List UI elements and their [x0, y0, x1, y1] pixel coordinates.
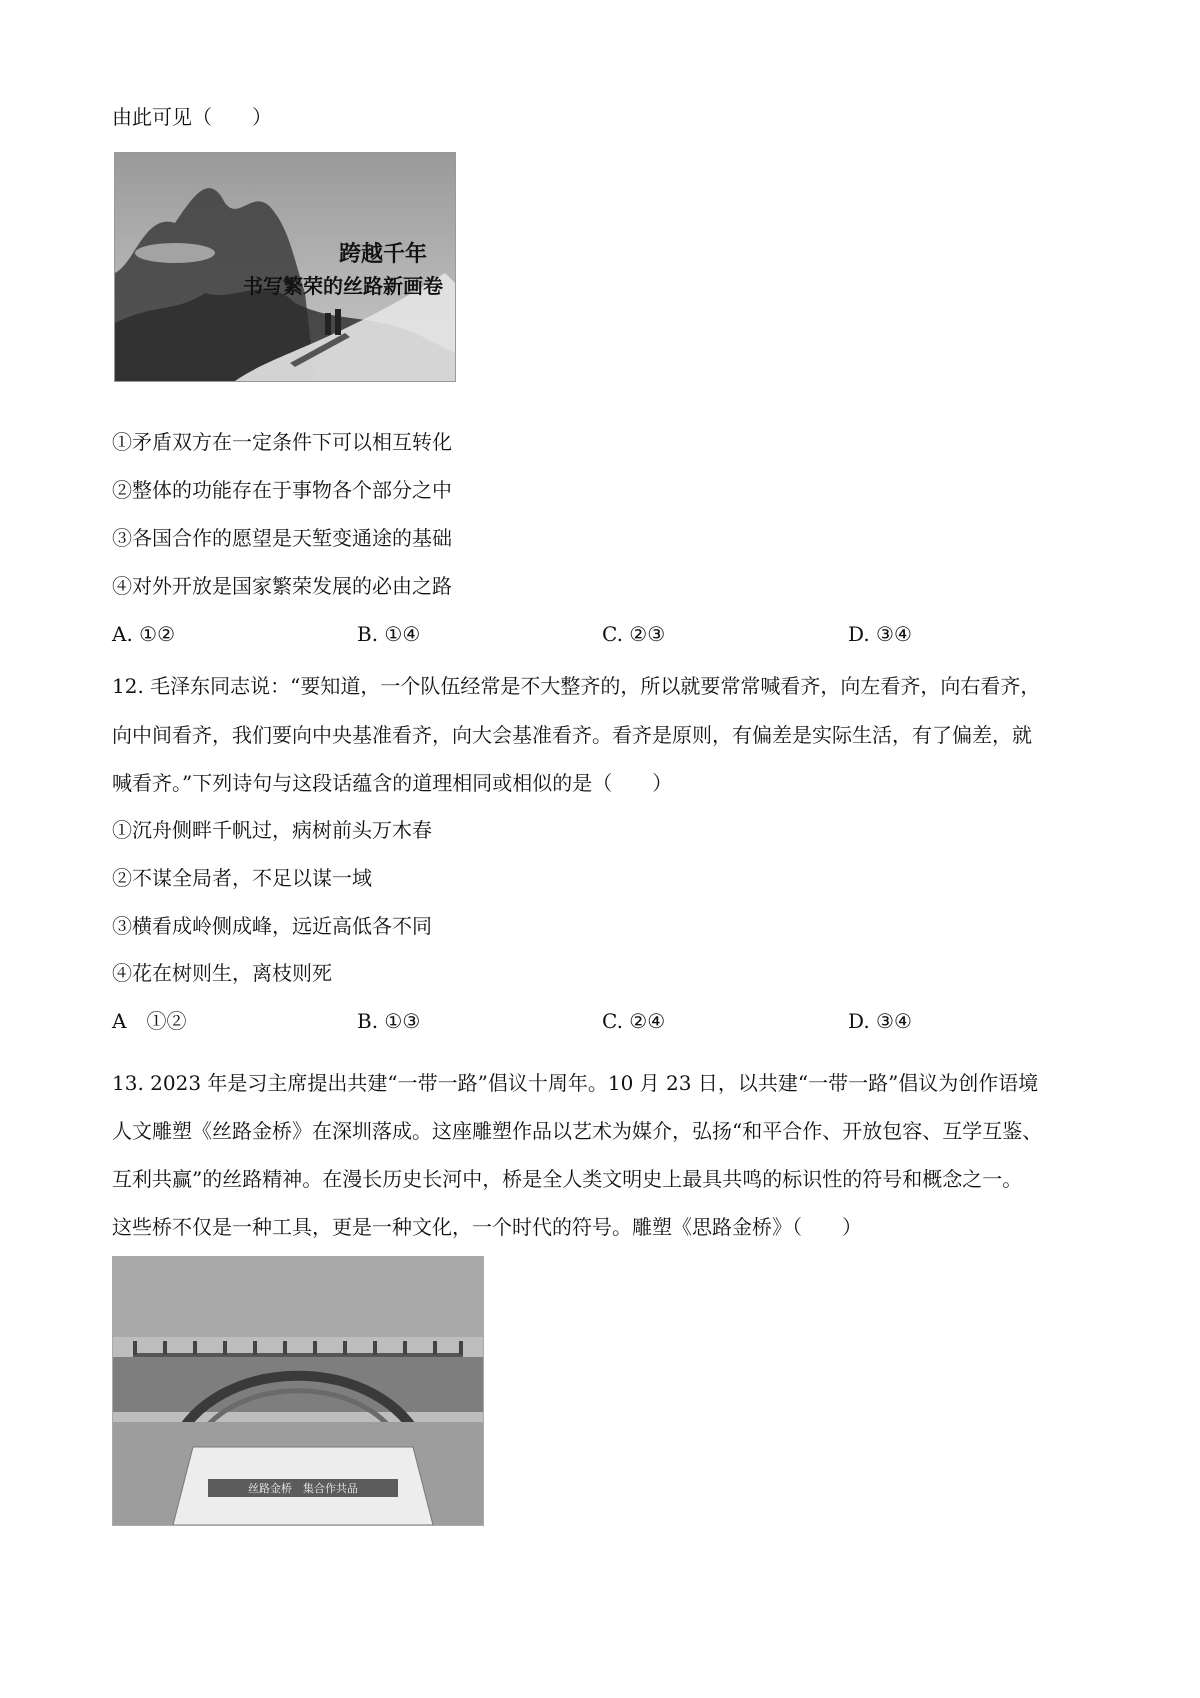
ink-landscape-painting [115, 153, 455, 381]
q11-option-b[interactable]: B. ①④ [357, 622, 421, 646]
q12-statement-2: ②不谋全局者，不足以谋一域 [112, 866, 372, 890]
q13-stem-line-4: 这些桥不仅是一种工具，更是一种文化，一个时代的符号。雕塑《思路金桥》（ ） [112, 1215, 862, 1239]
q12-stem-line-3: 喊看齐。”下列诗句与这段话蕴含的道理相同或相似的是（ ） [112, 771, 673, 795]
q13-stem-line-1: 13. 2023 年是习主席提出共建“一带一路”倡议十周年。10 月 23 日，以共建“一带一路”倡议为创作语境 [112, 1071, 1039, 1095]
q12-statement-4: ④花在树则生，离枝则死 [112, 961, 332, 985]
q11-statement-2: ②整体的功能存在于事物各个部分之中 [112, 478, 452, 502]
q11-option-a[interactable]: A. ①② [112, 622, 176, 646]
q11-option-c[interactable]: C. ②③ [602, 622, 666, 646]
q12-stem-line-2: 向中间看齐，我们要向中央基准看齐，向大会基准看齐。看齐是原则，有偏差是实际生活，有了偏差，就 [112, 723, 1032, 747]
q11-figure-title-line1: 跨越千年 [338, 242, 428, 267]
q12-option-b[interactable]: B. ①③ [357, 1009, 421, 1033]
q12-option-c[interactable]: C. ②④ [602, 1009, 666, 1033]
q12-statement-3: ③横看成岭侧成峰，远近高低各不同 [112, 914, 432, 938]
q11-statement-4: ④对外开放是国家繁荣发展的必由之路 [112, 574, 452, 598]
q11-figure-title-line2: 书写繁荣的丝路新画卷 [243, 274, 443, 298]
q11-option-d[interactable]: D. ③④ [848, 622, 912, 646]
q12-stem-line-1: 12. 毛泽东同志说：“要知道，一个队伍经常是不大整齐的，所以就要常常喊看齐，向左看齐，向右看齐， [112, 674, 1041, 698]
q12-statement-1: ①沉舟侧畔千帆过，病树前头万木春 [112, 818, 432, 842]
q13-stem-line-3: 互利共赢”的丝路精神。在漫长历史长河中，桥是全人类文明史上最具共鸣的标识性的符号和概念之一。 [112, 1167, 1023, 1191]
q13-plaque-text: 丝路金桥 集合作共品 [248, 1482, 358, 1495]
q13-bridge-sculpture-photo [112, 1256, 484, 1526]
q11-statement-1: ①矛盾双方在一定条件下可以相互转化 [112, 430, 452, 454]
bridge-sculpture-photo [113, 1257, 483, 1525]
q11-landscape-image [114, 152, 456, 382]
q11-statement-3: ③各国合作的愿望是天堑变通途的基础 [112, 526, 452, 550]
q12-option-d[interactable]: D. ③④ [848, 1009, 912, 1033]
q13-stem-line-2: 人文雕塑《丝路金桥》在深圳落成。这座雕塑作品以艺术为媒介，弘扬“和平合作、开放包容、互学互鉴、 [112, 1119, 1043, 1143]
q11-stem-tail: 由此可见（ ） [112, 105, 272, 129]
q12-option-a[interactable]: A ①② [112, 1009, 187, 1033]
